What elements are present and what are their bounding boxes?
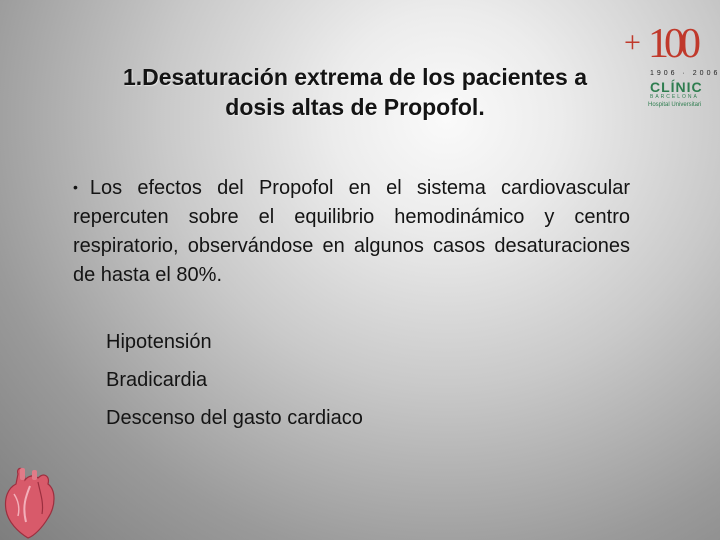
hospital-clinic-logo	[620, 21, 720, 118]
bullet-icon: •	[73, 179, 78, 195]
logo-years: 1906 · 2006	[650, 70, 720, 77]
logo-name: CLÍNIC	[650, 79, 703, 95]
list-item: Descenso del gasto cardiaco	[106, 407, 363, 429]
logo-subtitle: BARCELONA	[650, 94, 699, 100]
body-paragraph	[73, 173, 630, 290]
slide-title	[40, 62, 670, 122]
title-line-1: 1.Desaturación extrema de los pacientes a	[122, 64, 588, 90]
paragraph-text: Los efectos del Propofol en el sistema cardiovascular repercuten sobre el equilibrio hemodinámico y centro respiratorio, observándose en algunos casos desaturaciones de hasta el 80%.	[73, 177, 630, 286]
effects-list	[106, 323, 363, 437]
list-item: Bradicardia	[106, 369, 208, 391]
title-line-2: dosis altas de Propofol.	[225, 94, 485, 120]
logo-footer: Hospital Universitari	[648, 102, 702, 108]
logo-plus: +	[624, 26, 641, 59]
list-item: Hipotensión	[106, 331, 212, 353]
logo-number: 100	[648, 21, 696, 67]
anatomical-heart-icon	[0, 466, 58, 540]
